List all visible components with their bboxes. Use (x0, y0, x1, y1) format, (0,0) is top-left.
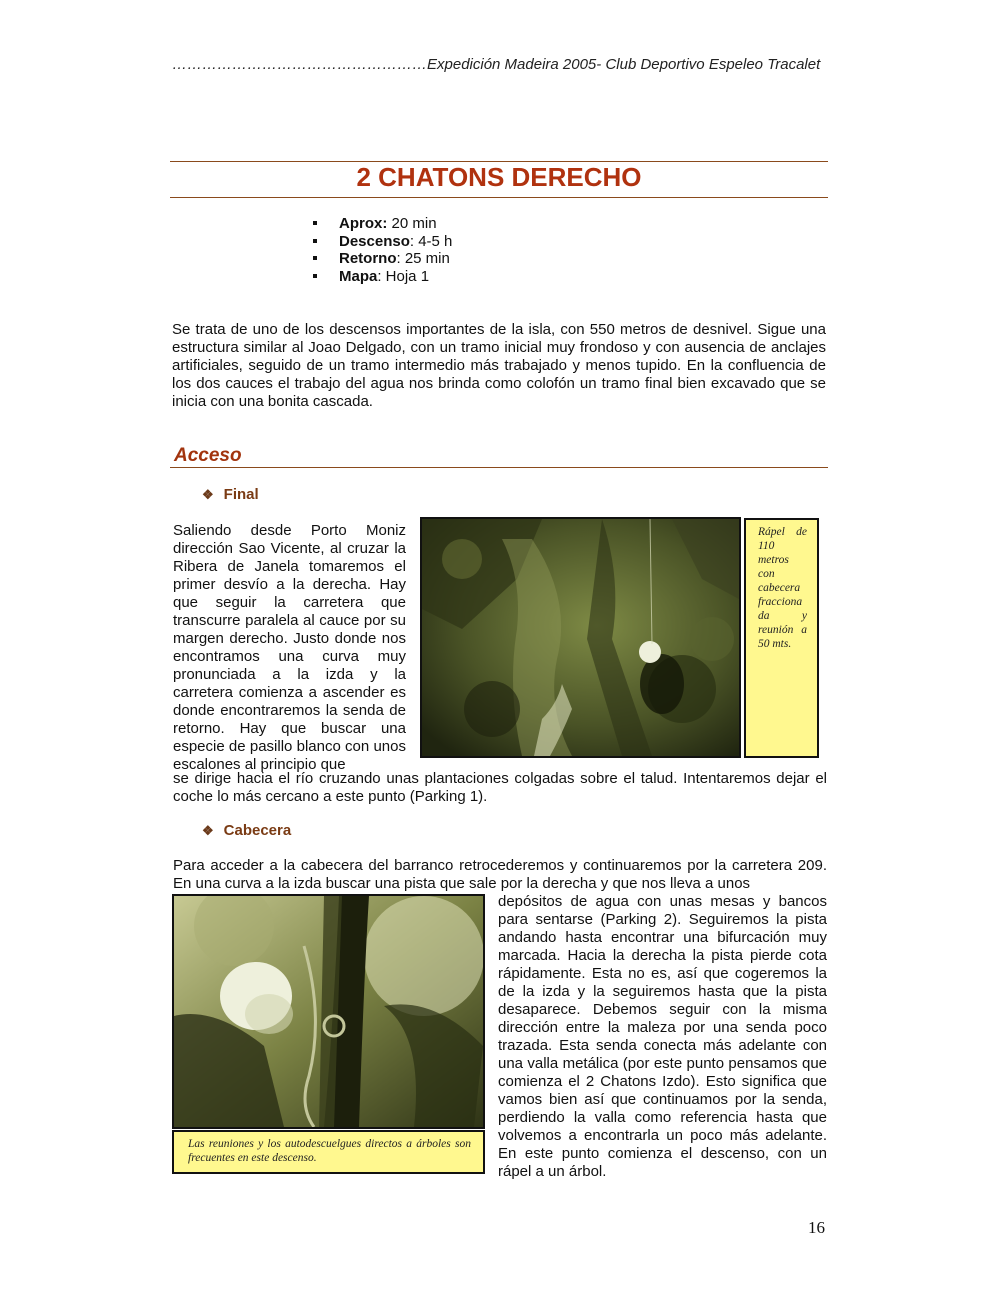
tree-rappel-photo-image (174, 896, 483, 1127)
cabecera-paragraph-top: Para acceder a la cabecera del barranco retrocederemos y continuaremos por la carretera 209. En una curva a la izda buscar una pista que sale por la derecha y que nos lleva a unos (173, 857, 827, 892)
rappel-photo (420, 517, 741, 758)
title-rule-bottom (170, 197, 828, 198)
final-paragraph-full: se dirige hacia el río cruzando unas plantaciones colgadas sobre el talud. Intentaremos dejar el coche lo más cercano a este punto (Parking 1). (173, 770, 827, 805)
rappel-photo-image (422, 519, 739, 756)
intro-paragraph: Se trata de uno de los descensos importantes de la isla, con 550 metros de desnivel. Sigue una estructura similar al Joao Delgado, con un tramo inicial muy frondoso y con ausencia de anclajes artificiales, seguido de un tramo intermedio más trabajado y menos tupido. En la confluencia de los dos cauces el trabajo del agua nos brinda como colofón un tramo final bien excavado que se inicia con una bonita cascada. (172, 321, 826, 410)
final-paragraph-side: Saliendo desde Porto Moniz dirección Sao Vicente, al cruzar la Ribera de Janela tomaremos el primer desvío a la derecha. Hay que seguir la carretera que transcurre paralela al cauce por su margen derecho. Justo donde nos encontramos una curva muy pronunciada a la izda y la carretera comienza a ascender es donde encontraremos la senda de retorno. Hay que buscar una especie de pasillo blanco con unos escalones al principio que (173, 522, 406, 773)
section-heading-acceso: Acceso (174, 445, 242, 466)
summary-item: Mapa: Hoja 1 (310, 268, 452, 286)
subheading-cabecera: ❖ Cabecera (202, 822, 292, 839)
diamond-bullet-icon: ❖ (202, 487, 214, 502)
cabecera-paragraph-side: depósitos de agua con unas mesas y bancos para sentarse (Parking 2). Seguiremos la pista andando hasta encontrar una bifurcación muy marcada. Hacia la derecha la pista pierde cota rápidamente. Esta no es, así que cogeremos la de la izda y la seguiremos hasta que la pista desaparece. Debemos seguir con la misma dirección entre la maleza por una senda poco trazada. Esta senda conecta más adelante con una valla metálica (por este punto pensamos que comienza el 2 Chatons Izdo). Esto significa que vamos bien así que continuamos por la senda, perdiendo la valla como referencia hasta que volvemos a encontrarla un poco más adelante. En este punto comienza el descenso, con un rápel a un árbol. (498, 893, 827, 1180)
summary-list (310, 215, 452, 285)
page-title: 2 CHATONS DERECHO (356, 162, 642, 192)
section-rule (170, 467, 828, 468)
tree-rappel-photo (172, 894, 485, 1129)
running-header: ……………………………………………Expedición Madeira 2005- Club Deportivo Espeleo Tracalet (172, 56, 821, 73)
summary-item: Retorno: 25 min (310, 250, 452, 268)
diamond-bullet-icon: ❖ (202, 823, 214, 838)
subheading-final: ❖ Final (202, 486, 259, 503)
summary-item: Aprox: 20 min (310, 215, 452, 233)
rappel-photo-caption: Rápel de 110 metros con cabecera fracciona da y reunión a 50 mts. (744, 518, 819, 758)
tree-photo-caption: Las reuniones y los autodescuelgues directos a árboles son frecuentes en este descenso. (172, 1130, 485, 1174)
page-number: 16 (808, 1218, 825, 1237)
summary-item: Descenso: 4-5 h (310, 233, 452, 251)
